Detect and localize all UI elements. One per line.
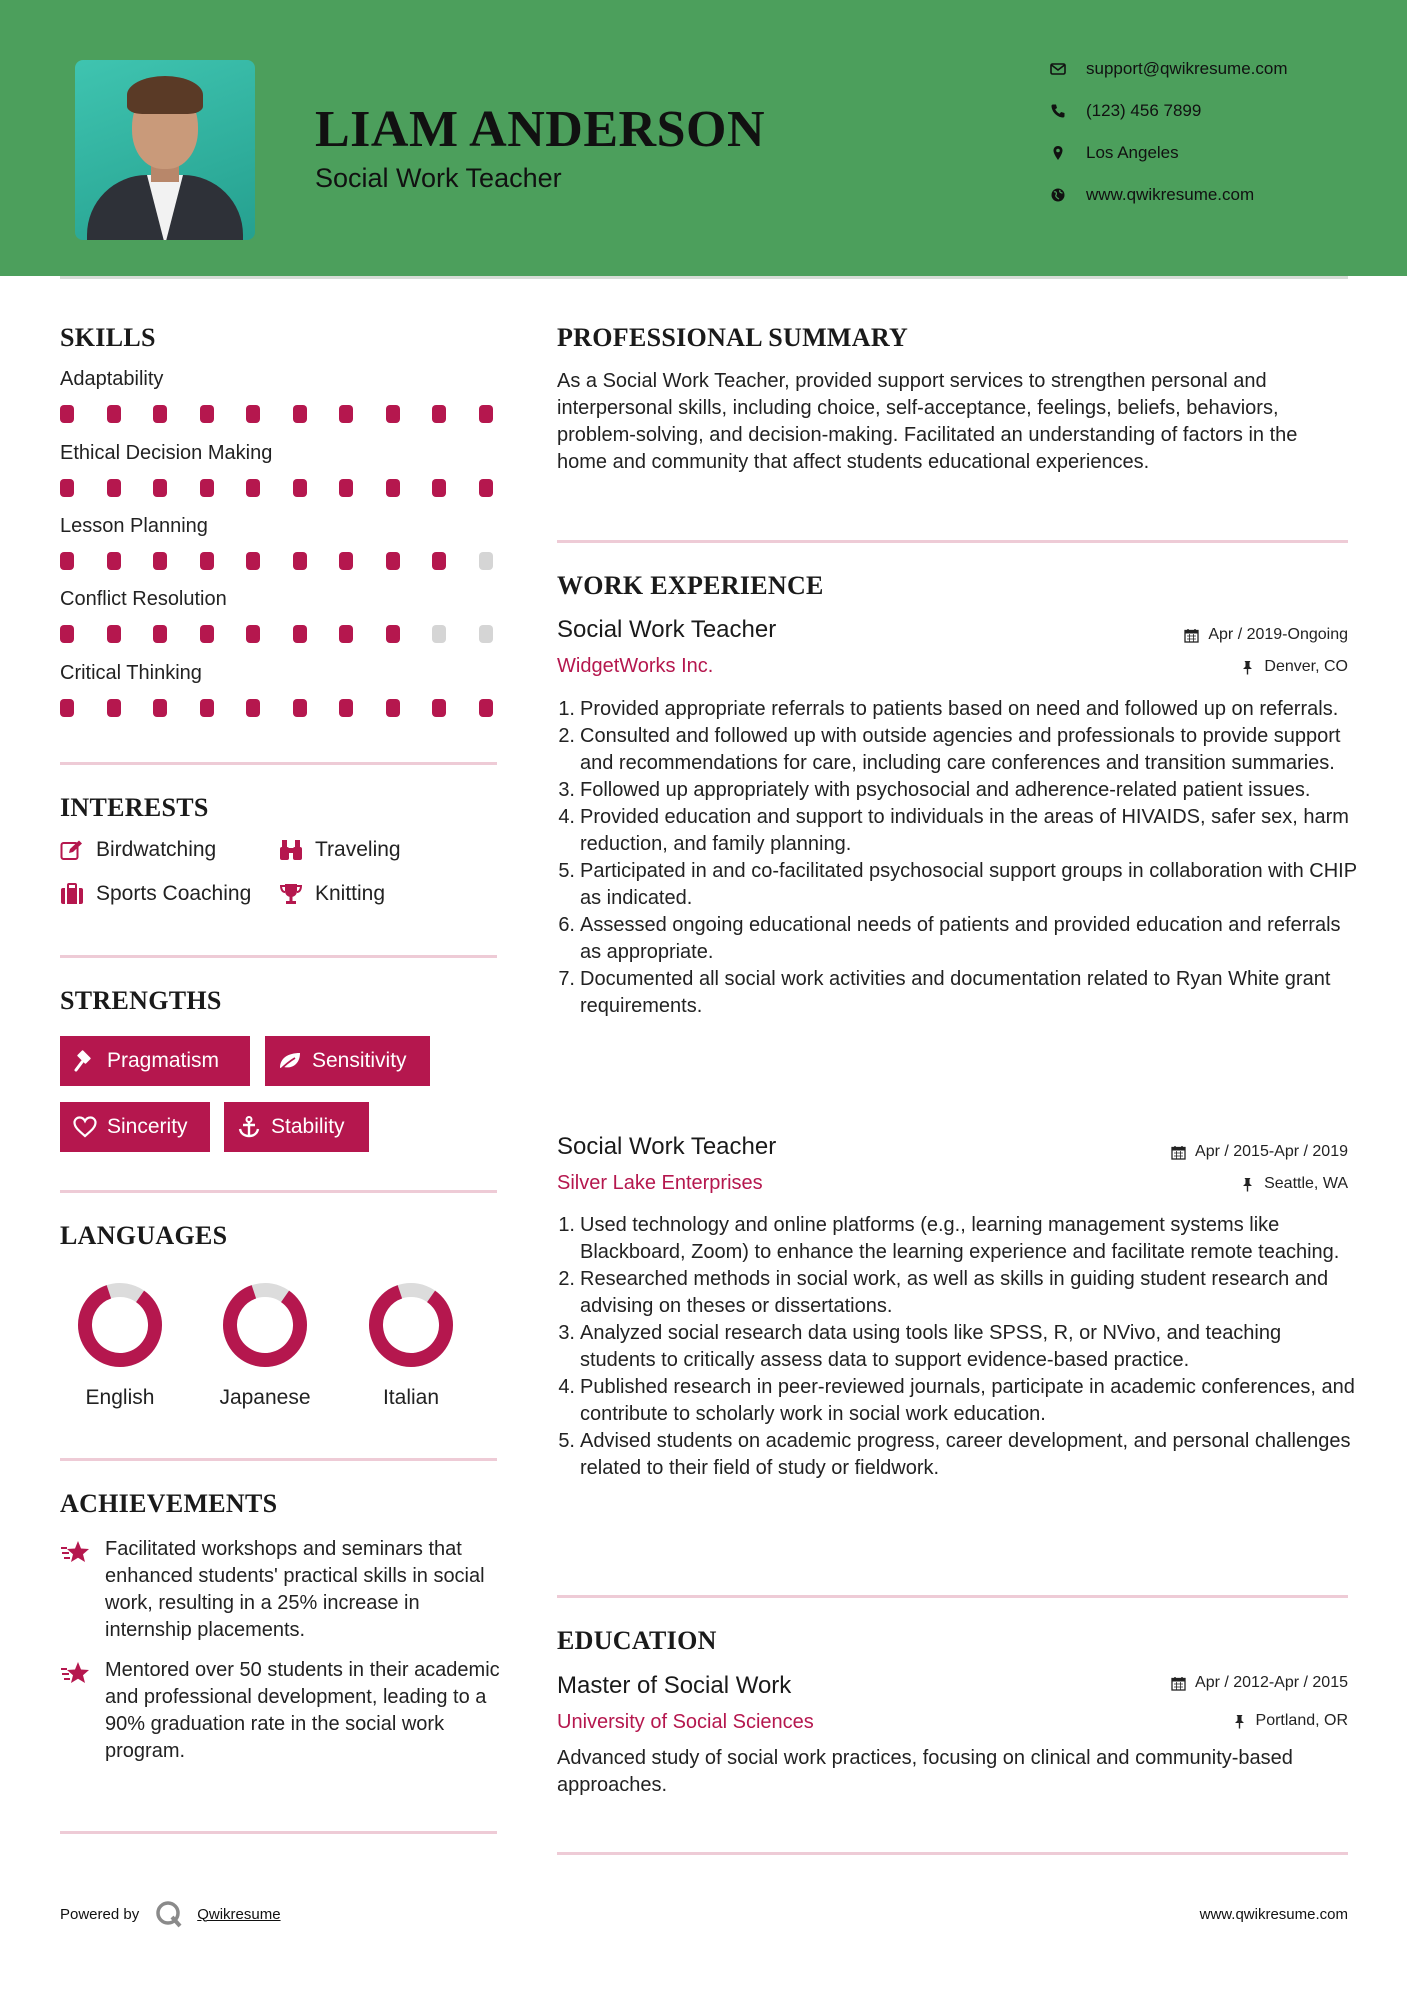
skill-dot [60,552,74,570]
skill-dot [432,552,446,570]
skill-dot [479,479,493,497]
contact-email[interactable]: support@qwikresume.com [1050,54,1380,84]
bullet-item: 1. Used technology and online platforms (e.g., learning management systems like Blackboard, Zoom) to enhance the learning experience and facilitate remote teaching. [558,1214,1340,1263]
experience-title: WORK EXPERIENCE [557,571,824,600]
strength-tag: Sensitivity [265,1036,430,1086]
skill-dot [479,552,493,570]
phone-icon [1050,103,1086,119]
heart-icon [73,1116,97,1138]
skill-dot [153,479,167,497]
pushpin-icon [1240,1177,1255,1192]
skill-dot [479,625,493,643]
section-divider [557,1595,1348,1598]
header-rule [60,276,1348,279]
briefcase-icon [60,883,96,905]
section-divider [60,1190,497,1193]
job-bullets [557,696,1357,1020]
achievement-item: Facilitated workshops and seminars that enhanced students' practical skills in social work, resulting in a 25% increase in internship placements. [60,1536,500,1644]
skill-dot [107,479,121,497]
skill-dot [386,625,400,643]
skill-dot [386,552,400,570]
skill-dot [153,699,167,717]
bullet-item: 7. Documented all social work activities and documentation related to Ryan White grant requirements. [558,968,1331,1017]
language-item: Italian [356,1280,466,1410]
strengths-title: STRENGTHS [60,986,222,1015]
section-divider [60,955,497,958]
bullet-item: 1. Provided appropriate referrals to patients based on need and followed up on referrals. [558,698,1339,720]
bullet-item: 2. Consulted and followed up with outside agencies and professionals to provide support and recommendations for care, including care conferences and transition summaries. [558,725,1341,774]
contact-phone[interactable]: (123) 456 7899 [1050,96,1380,126]
job-role: Social Work Teacher [557,1133,777,1160]
section-divider [60,1458,497,1461]
skill-dot [293,699,307,717]
skill-dot [339,552,353,570]
languages-title: LANGUAGES [60,1221,228,1250]
calendar-icon [1171,1145,1186,1160]
summary-title: PROFESSIONAL SUMMARY [557,323,909,352]
bullet-item: 3. Analyzed social research data using tools like SPSS, R, or NVivo, and teaching students to critically assess data to support evidence-based practice. [558,1322,1282,1371]
skill-dot [200,405,214,423]
strength-tag: Pragmatism [60,1036,250,1086]
skill-dot [246,699,260,717]
job-dates: Apr / 2015-Apr / 2019 [1171,1143,1348,1161]
skill-dot [107,625,121,643]
skill-label: Adaptability [60,368,164,390]
calendar-icon [1184,628,1199,643]
skill-dot [153,552,167,570]
summary-text: As a Social Work Teacher, provided support services to strengthen personal and interpersonal skills, including choice, self-acceptance, feelings, beliefs, behaviors, problem-solving, and decision-making. Facilitated an understanding of factors in the home and community that affect students educational experiences. [557,370,1298,473]
skill-dot [339,699,353,717]
skill-dot [339,405,353,423]
interests-title: INTERESTS [60,793,209,822]
trophy-icon [279,883,315,905]
skill-dot [60,405,74,423]
skill-dot [200,699,214,717]
skill-dot [200,552,214,570]
skill-dot [60,699,74,717]
calendar-icon [1171,1676,1186,1691]
skill-dot [386,699,400,717]
education-title: EDUCATION [557,1626,717,1655]
section-divider [60,762,497,765]
job-company: Silver Lake Enterprises [557,1172,763,1194]
edit-icon [60,839,96,861]
skill-dot [386,405,400,423]
candidate-name: LIAM ANDERSON [315,101,765,158]
contact-location: Los Angeles [1050,138,1380,168]
globe-icon [1050,187,1086,203]
profile-photo [75,60,255,240]
education-description: Advanced study of social work practices, focusing on clinical and community-based approaches. [557,1747,1293,1796]
footer-brand-link[interactable]: Qwikresume [197,1905,281,1923]
job-location: Seattle, WA [1240,1175,1348,1193]
section-divider [557,1852,1348,1855]
resume-header [0,0,1407,276]
skill-dot [293,405,307,423]
contact-website[interactable]: www.qwikresume.com [1050,180,1380,210]
skill-dot [153,405,167,423]
skill-dot [60,479,74,497]
bullet-item: 4. Provided education and support to individuals in the areas of HIVAIDS, safer sex, harm reduction, and family planning. [558,806,1349,855]
skill-dot [107,405,121,423]
skill-dot [386,479,400,497]
bullet-item: 6. Assessed ongoing educational needs of patients and provided education and referrals as appropriate. [558,914,1341,963]
leaf-icon [278,1050,302,1072]
candidate-title: Social Work Teacher [315,163,562,193]
skill-rating [60,552,500,570]
skill-dot [479,405,493,423]
pushpin-icon [1240,660,1255,675]
skill-dot [107,699,121,717]
language-item: Japanese [210,1280,320,1410]
strength-tag: Sincerity [60,1102,210,1152]
job-bullets [557,1212,1357,1482]
skill-rating [60,625,500,643]
bullet-item: 5. Advised students on academic progress, career development, and personal challenges related to their field of study or fieldwork. [558,1430,1351,1479]
skill-dot [60,625,74,643]
skill-dot [246,552,260,570]
skill-rating [60,479,500,497]
achievements-title: ACHIEVEMENTS [60,1489,278,1518]
skill-dot [432,479,446,497]
job-location: Denver, CO [1240,658,1348,676]
education-degree: Master of Social Work [557,1672,792,1699]
achievement-item: Mentored over 50 students in their academic and professional development, leading to a 90% graduation rate in the social work program. [60,1657,500,1765]
skill-dot [246,625,260,643]
qwikresume-logo-icon [155,1900,183,1928]
gavel-icon [73,1050,97,1072]
section-divider [557,540,1348,543]
skill-dot [479,699,493,717]
map-pin-icon [1050,145,1086,161]
language-item: English [65,1280,175,1410]
pushpin-icon [1232,1714,1247,1729]
footer-website[interactable]: www.qwikresume.com [1199,1906,1348,1923]
job-company: WidgetWorks Inc. [557,655,714,677]
interest-item: Traveling [279,838,401,862]
skill-dot [246,479,260,497]
interest-item: Sports Coaching [60,882,251,906]
star-icon [60,1657,105,1765]
skill-dot [432,625,446,643]
skill-dot [293,552,307,570]
bullet-item: 5. Participated in and co-facilitated psychosocial support groups in collaboration with CHIP as indicated. [558,860,1357,909]
section-divider [60,1831,497,1834]
skill-dot [107,552,121,570]
skill-label: Conflict Resolution [60,588,227,610]
skill-rating [60,405,500,423]
skill-dot [293,625,307,643]
interest-item: Birdwatching [60,838,216,862]
education-school: University of Social Sciences [557,1711,814,1733]
language-donut [366,1280,456,1370]
skill-rating [60,699,500,717]
job-dates: Apr / 2019-Ongoing [1184,626,1348,644]
skill-dot [432,405,446,423]
footer-powered-by: Powered by Qwikresume [60,1900,281,1928]
skill-dot [339,479,353,497]
bullet-item: 2. Researched methods in social work, as well as skills in guiding student research and advising on theses or dissertations. [558,1268,1329,1317]
envelope-icon [1050,61,1086,77]
language-donut [75,1280,165,1370]
language-donut [220,1280,310,1370]
interest-item: Knitting [279,882,385,906]
skill-dot [339,625,353,643]
binoculars-icon [279,839,315,861]
bullet-item: 4. Published research in peer-reviewed journals, participate in academic conferences, and contribute to scholarly work in social work education. [558,1376,1355,1425]
skill-dot [432,699,446,717]
skill-dot [200,625,214,643]
skill-label: Lesson Planning [60,515,208,537]
skill-dot [153,625,167,643]
anchor-icon [237,1116,261,1138]
job-role: Social Work Teacher [557,616,777,643]
skill-label: Critical Thinking [60,662,202,684]
education-location: Portland, OR [1232,1712,1348,1730]
education-dates: Apr / 2012-Apr / 2015 [1171,1674,1348,1692]
strength-tag: Stability [224,1102,369,1152]
skills-title: SKILLS [60,323,156,352]
star-icon [60,1536,105,1644]
skill-dot [293,479,307,497]
skill-label: Ethical Decision Making [60,442,273,464]
bullet-item: 3. Followed up appropriately with psychosocial and adherence-related patient issues. [558,779,1311,801]
skill-dot [200,479,214,497]
skill-dot [246,405,260,423]
